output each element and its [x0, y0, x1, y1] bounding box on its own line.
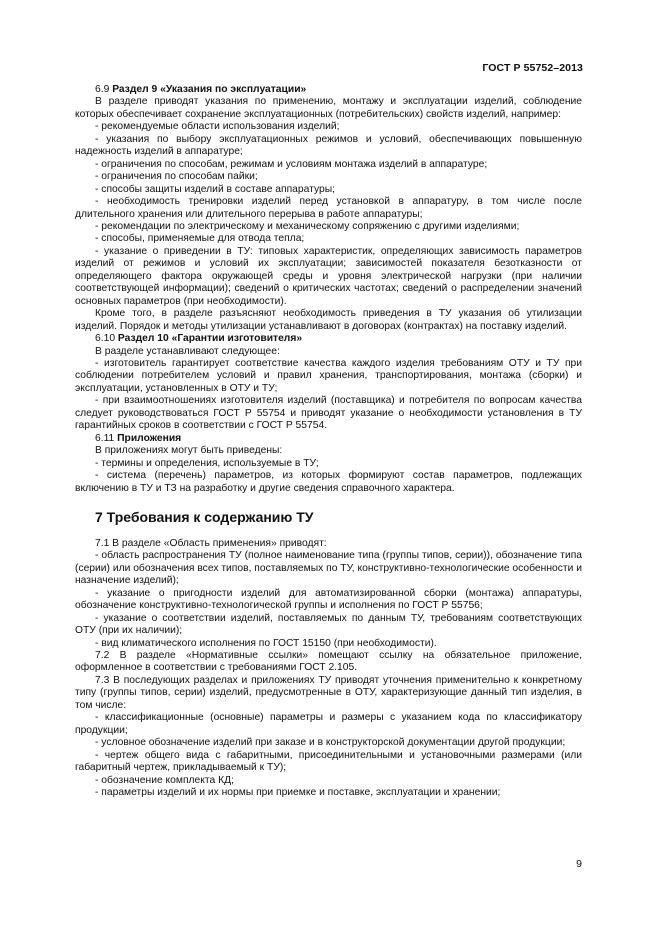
paragraph: В разделе устанавливают следующее: — [95, 345, 280, 357]
subsection-6-10-heading — [75, 333, 582, 345]
paragraph: В разделе приводят указания по применению, монтажу и эксплуатации изделий, соблюдение которых обеспечивает сохранение эксплуатационных (потребительских) свойств изделий, например: — [75, 96, 582, 120]
list-item: - классификационные (основные) параметры и размеры с указанием кода по классификатору продукции; — [75, 712, 582, 736]
subsection-number: 6.10 — [95, 333, 118, 345]
list-item: - чертеж общего вида с габаритными, присоединительными и установочными размерами (или габаритный чертеж, прикладываемый к ТУ); — [75, 749, 582, 774]
paragraph: 7.2 В разделе «Нормативные ссылки» помещают ссылку на обязательное приложение, оформленное в соответствии с требованиями ГОСТ 2.105. — [75, 650, 582, 674]
list-item: - указание о соответствии изделий, поставляемых по данным ТУ, требованиям соответствующих ОТУ (при их наличии); — [75, 612, 582, 637]
list-item: - термины и определения, используемые в ТУ; — [95, 457, 319, 469]
list-item: - обозначение комплекта КД; — [95, 774, 234, 786]
page-body — [75, 84, 582, 799]
list-item: - рекомендуемые области использования изделий; — [95, 121, 340, 133]
doc-code: ГОСТ Р 55752–2013 — [482, 62, 583, 74]
subsection-number: 6.11 — [95, 432, 118, 444]
subsection-title: Приложения — [117, 432, 182, 444]
list-item: - указание о пригодности изделий для автоматизированной сборки (монтажа) аппаратуры, обозначение конструктивно-технологической группы и исполнения по ГОСТ Р 55756; — [75, 587, 582, 612]
list-item: - необходимость тренировки изделий перед установкой в аппаратуру, в том числе после длительного хранения или длительного перерыва в работе аппаратуры; — [75, 196, 582, 220]
list-item: - изготовитель гарантирует соответствие качества каждого изделия требованиям ОТУ и ТУ при соблюдении потребителем условий и правил хранения, транспортирования, монтажа (сборки) и эксплуатации, установленных в ОТУ и ТУ; — [75, 357, 582, 394]
list-item: - указание о приведении в ТУ: типовых характеристик, определяющих зависимость параметров изделий от режимов и условий их эксплуатации; зависимостей показателя безотказности от определяющего фактора окружающей среды и уровня электрической нагрузки (при наличии соответствующей информации); сведений о критических частотах; сведений о распределении значений основных параметров (при необходимости). — [75, 245, 582, 307]
subsection-6-9-heading — [75, 84, 582, 96]
list-item: - условное обозначение изделий при заказе и в конструкторской документации другой продукции; — [95, 737, 566, 749]
list-item: - параметры изделий и их нормы при приемке и поставке, эксплуатации и хранении; — [95, 787, 501, 799]
subsection-6-11-heading — [75, 433, 582, 445]
subsection-title: Раздел 10 «Гарантии изготовителя» — [117, 333, 303, 345]
subsection-number: 6.9 — [95, 84, 113, 95]
list-item: - вид климатического исполнения по ГОСТ 15150 (при необходимости). — [95, 637, 437, 649]
list-item: - рекомендации по электрическому и механическому сопряжению с другими изделиями; — [95, 220, 520, 232]
section-7-title: 7 Требования к содержанию ТУ — [95, 508, 314, 525]
list-item: - система (перечень) параметров, из которых формируют состав параметров, подлежащих включению в ТУ и ТЗ на разработку и другие сведения справочного характера. — [75, 470, 582, 494]
list-item: - при взаимоотношениях изготовителя изделий (поставщика) и потребителя по вопросам качества следует руководствоваться ГОСТ Р 55754 и приводят указание о необходимости установления в ТУ гарантийных сроков в соответствии с ГОСТ Р 55754. — [75, 395, 582, 432]
paragraph: 7.1 В разделе «Область применения» приводят: — [95, 537, 327, 549]
paragraph: В приложениях могут быть приведены: — [95, 445, 283, 457]
list-item: - область распространения ТУ (полное наименование типа (группы типов, серии)), обозначение типа (серии) или обозначения всех типов, поставляемых по ТУ, конструктивно-технологические особенности и назначение изделий); — [75, 550, 582, 587]
subsection-title: Раздел 9 «Указания по эксплуатации» — [112, 84, 307, 95]
paragraph: Кроме того, в разделе разъясняют необходимость приведения в ТУ указания об утилизации изделий. Порядок и методы утилизации устанавливают в договорах (контрактах) на поставку изделий. — [75, 308, 582, 332]
list-item: - ограничения по способам пайки; — [95, 171, 258, 183]
list-item: - ограничения по способам, режимам и условиям монтажа изделий в аппаратуре; — [95, 158, 488, 170]
list-item: - указания по выбору эксплуатационных режимов и условий, обеспечивающих повышенную надежность изделий в аппаратуре; — [75, 133, 582, 158]
paragraph: 7.3 В последующих разделах и приложениях ТУ приводят уточнения применительно к конкретному типу (группы типов, серии) изделий, предусмотренные в ОТУ, характеризующие данный тип изделия, в том числе: — [75, 674, 582, 711]
list-item: - способы защиты изделий в составе аппаратуры; — [95, 183, 335, 195]
list-item: - способы, применяемые для отвода тепла; — [95, 233, 305, 245]
page-number: 9 — [576, 858, 582, 870]
